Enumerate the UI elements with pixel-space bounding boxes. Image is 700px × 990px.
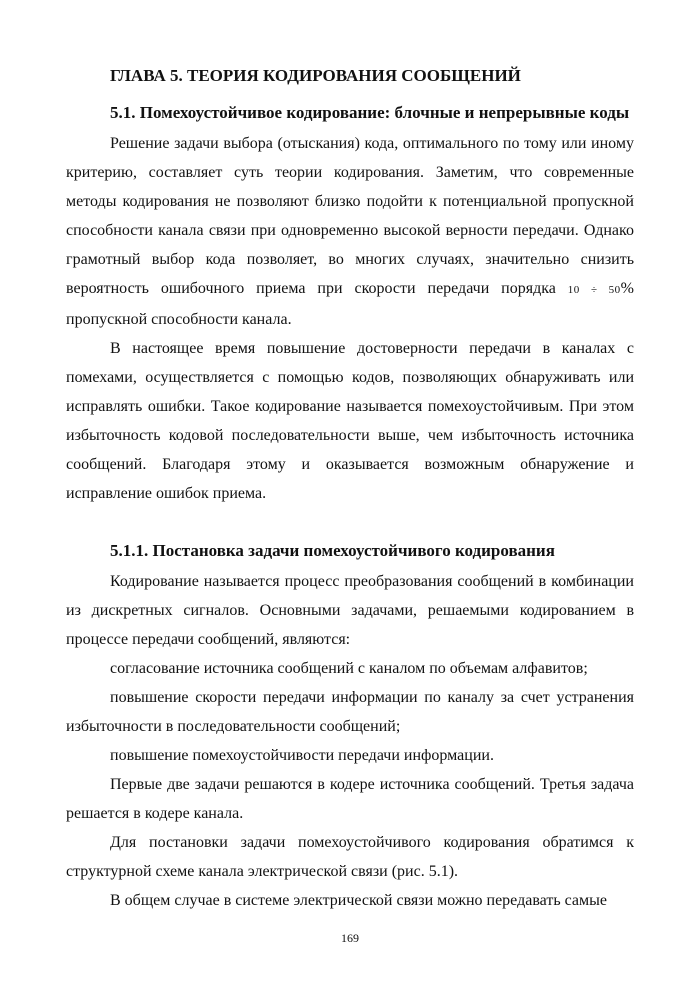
body-paragraph-1: Кодирование называется процесс преобразования сообщений в комбинации из дискретных сигналов. Основными задачами, решаемыми кодированием в процессе передачи сообщений, являются:	[66, 573, 634, 648]
chapter-title: ГЛАВА 5. ТЕОРИЯ КОДИРОВАНИЯ СООБЩЕНИЙ	[110, 66, 521, 85]
list-item: согласование источника сообщений с каналом по объемам алфавитов;	[110, 660, 588, 677]
intro-paragraph-1	[66, 129, 634, 334]
range-formula: 10 ÷ 50	[567, 284, 621, 296]
page-content	[66, 62, 634, 915]
body-paragraph-4: В общем случае в системе электрической связи можно передавать самые	[110, 892, 608, 909]
intro-paragraph-2: В настоящее время повышение достоверности передачи в каналах с помехами, осуществляется с помощью кодов, позволяющих обнаруживать или исправлять ошибки. Такое кодирование называется помехоустойчивым. При этом избыточность кодовой последовательности выше, чем избыточность источника сообщений. Благодаря этому и оказывается возможным обнаружение и исправление ошибок приема.	[66, 340, 634, 502]
list-item: повышение помехоустойчивости передачи информации.	[110, 747, 494, 764]
body-paragraph-2: Первые две задачи решаются в кодере источника сообщений. Третья задача решается в кодере канала.	[66, 776, 634, 822]
body-paragraph-3: Для постановки задачи помехоустойчивого кодирования обратимся к структурной схеме канала электрической связи (рис. 5.1).	[66, 834, 634, 880]
intro-paragraph-1-end: % пропускной способности канала.	[66, 280, 634, 328]
list-item: повышение скорости передачи информации по каналу за счет устранения избыточности в последовательности сообщений;	[66, 689, 634, 735]
subsection-title: 5.1.1. Постановка задачи помехоустойчивого кодирования	[110, 541, 555, 560]
page-number: 169	[341, 931, 359, 945]
section-title: 5.1. Помехоустойчивое кодирование: блочные и непрерывные коды	[110, 103, 630, 122]
intro-paragraph-1-text: Решение задачи выбора (отыскания) кода, оптимального по тому или иному критерию, составляет суть теории кодирования. Заметим, что современные методы кодирования не позволяют близко подойти к потенциальной пропускной способности канала связи при одновременно высокой верности передачи. Однако грамотный выбор кода позволяет, во многих случаях, значительно снизить вероятность ошибочного приема при скорости передачи порядка	[66, 135, 634, 297]
